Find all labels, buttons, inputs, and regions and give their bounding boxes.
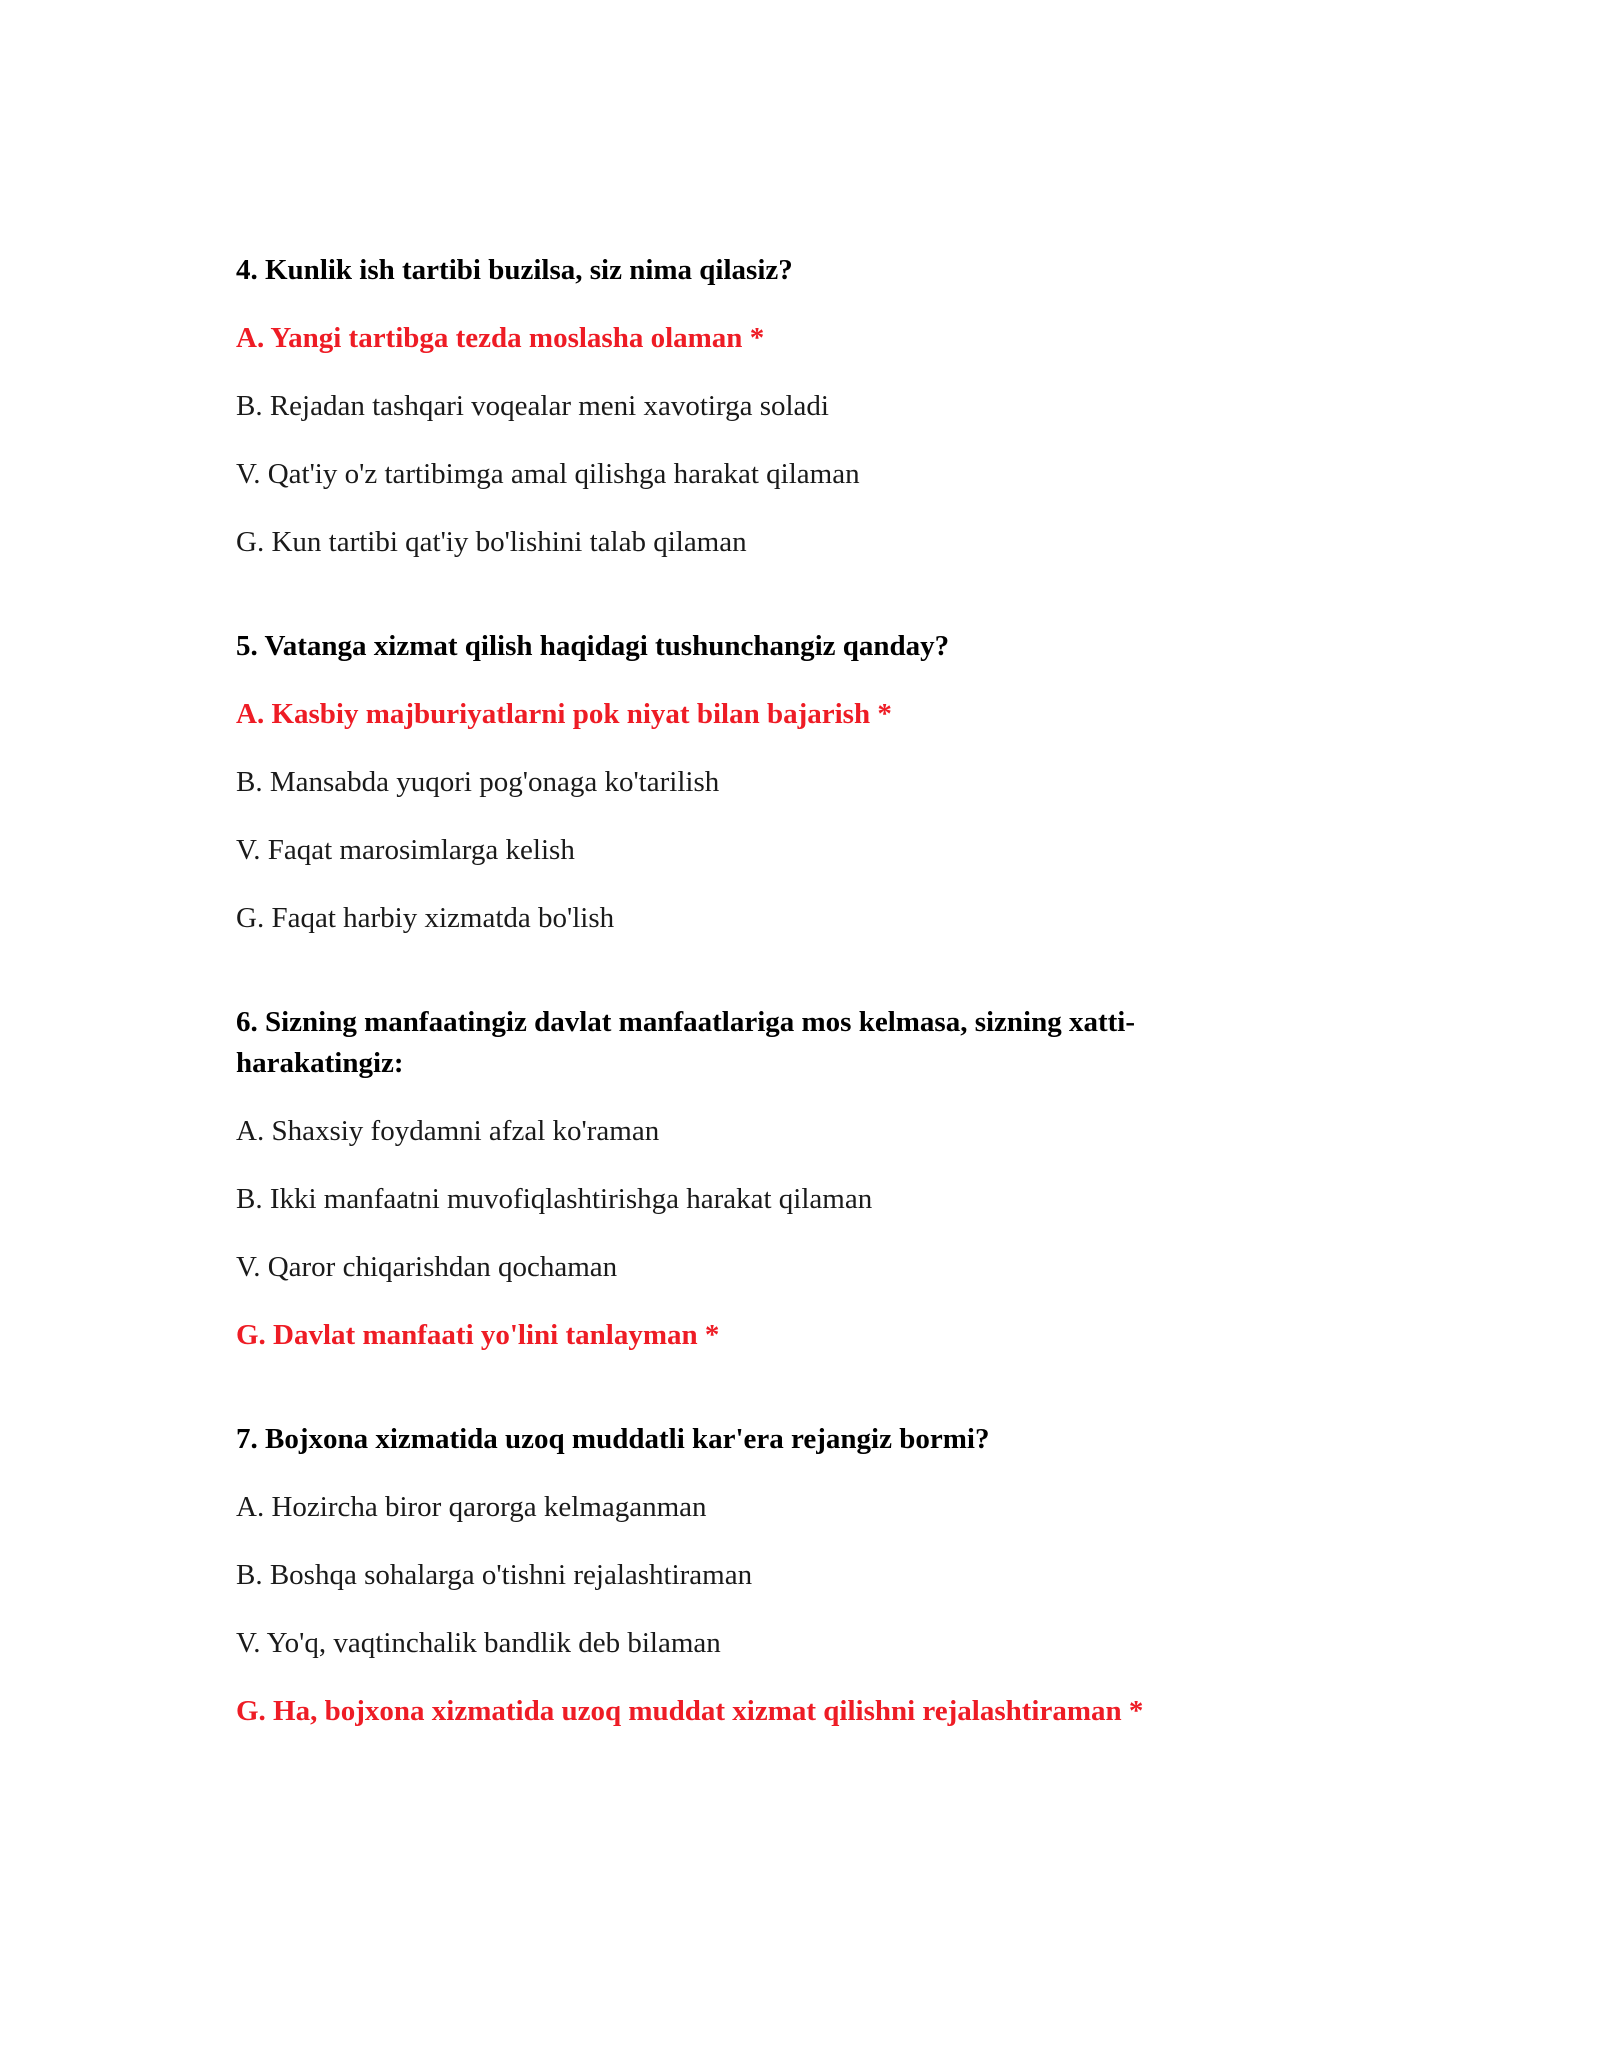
answer-option: B. Rejadan tashqari voqealar meni xavotirga soladi	[236, 390, 829, 422]
question-text: 4. Kunlik ish tartibi buzilsa, siz nima qilasiz?	[236, 254, 793, 286]
question-block-5	[236, 626, 1246, 939]
question-text: 7. Bojxona xizmatida uzoq muddatli kar'era rejangiz bormi?	[236, 1423, 990, 1455]
answer-option: B. Ikki manfaatni muvofiqlashtirishga harakat qilaman	[236, 1183, 873, 1215]
answer-option: V. Qaror chiqarishdan qochaman	[236, 1251, 618, 1283]
question-block-6	[236, 1002, 1246, 1356]
answer-option: V. Yo'q, vaqtinchalik bandlik deb bilaman	[236, 1627, 721, 1659]
question-text: 5. Vatanga xizmat qilish haqidagi tushunchangiz qanday?	[236, 630, 950, 662]
answer-option: B. Mansabda yuqori pog'onaga ko'tarilish	[236, 766, 720, 798]
answer-option: B. Boshqa sohalarga o'tishni rejalashtiraman	[236, 1559, 753, 1591]
answer-option: G. Faqat harbiy xizmatda bo'lish	[236, 902, 615, 934]
question-block-4	[236, 250, 1246, 563]
answer-option: G. Kun tartibi qat'iy bo'lishini talab qilaman	[236, 526, 747, 558]
question-text: 6. Sizning manfaatingiz davlat manfaatlariga mos kelmasa, sizning xatti-harakatingiz:	[236, 1006, 1136, 1079]
question-list	[236, 250, 1246, 1795]
answer-option-correct: G. Davlat manfaati yo'lini tanlayman *	[236, 1319, 720, 1351]
answer-option: A. Hozircha biror qarorga kelmaganman	[236, 1491, 707, 1523]
answer-option: V. Faqat marosimlarga kelish	[236, 834, 575, 866]
answer-option: A. Shaxsiy foydamni afzal ko'raman	[236, 1115, 660, 1147]
answer-option-correct: A. Yangi tartibga tezda moslasha olaman *	[236, 322, 765, 354]
answer-option-correct: G. Ha, bojxona xizmatida uzoq muddat xizmat qilishni rejalashtiraman *	[236, 1695, 1144, 1727]
answer-option-correct: A. Kasbiy majburiyatlarni pok niyat bilan bajarish *	[236, 698, 892, 730]
question-block-7	[236, 1419, 1246, 1732]
answer-option: V. Qat'iy o'z tartibimga amal qilishga harakat qilaman	[236, 458, 860, 490]
